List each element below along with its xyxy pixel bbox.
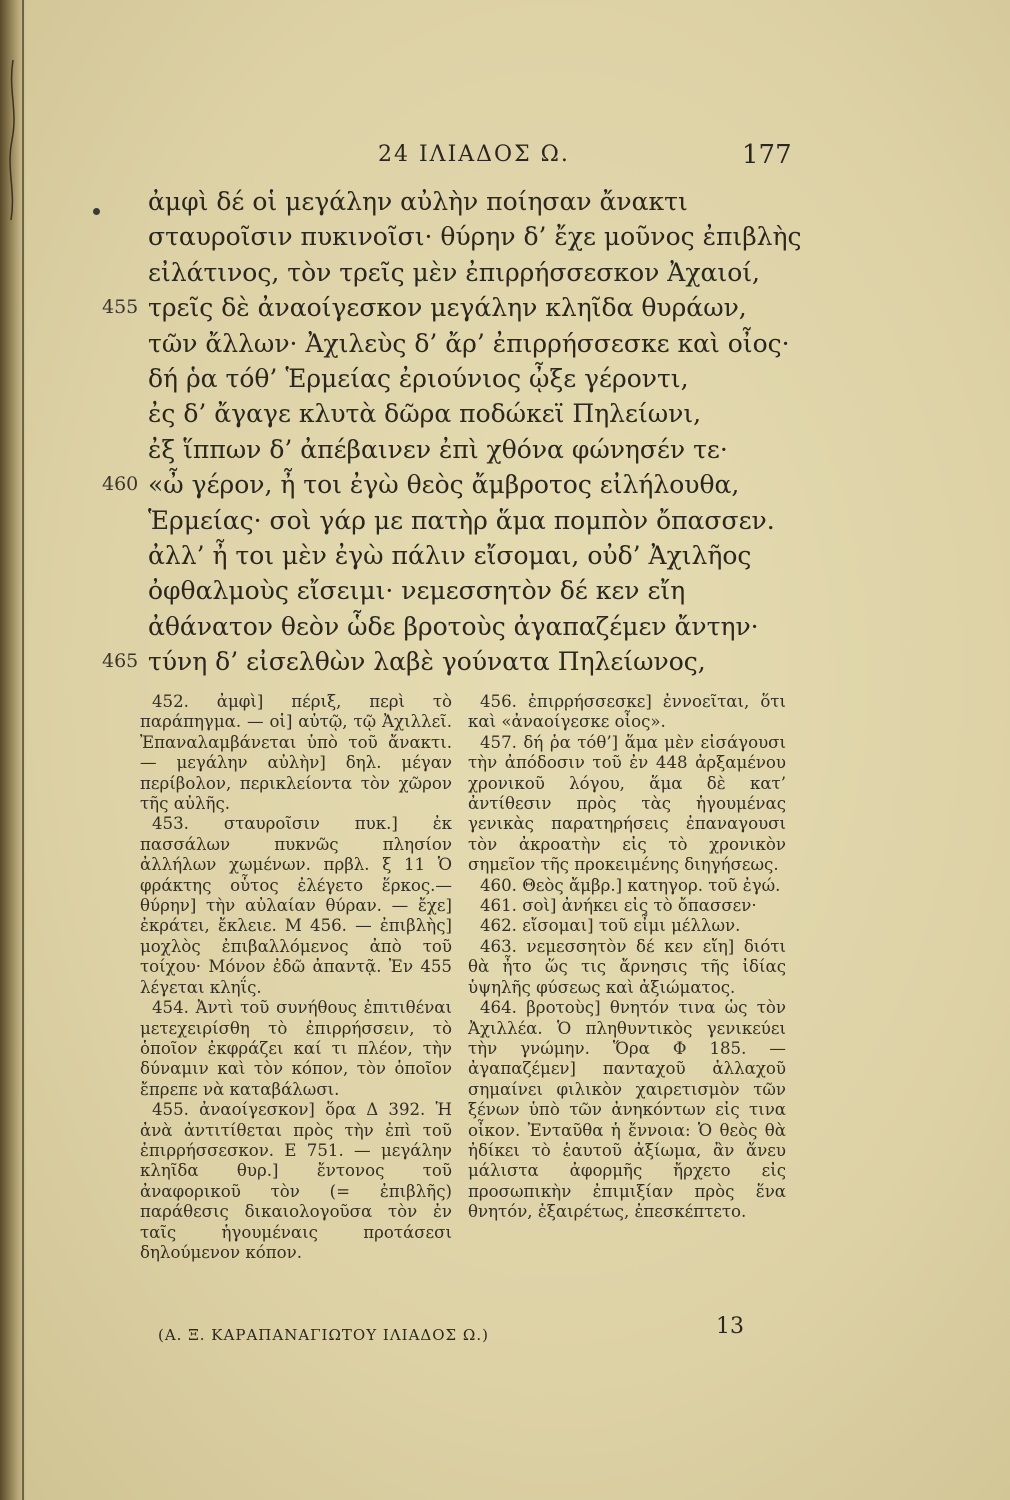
verse-text: ἀμφὶ δέ οἱ μεγάλην αὐλὴν ποίησαν ἄνακτι <box>148 187 688 216</box>
verse-line <box>110 396 830 431</box>
verse-number: 465 <box>102 650 139 673</box>
verse-block <box>102 184 830 679</box>
verse-text: ἀθάνατον θεὸν ὧδε βροτοὺς ἀγαπαζέμεν ἄντην· <box>148 611 759 641</box>
verse-line <box>110 219 830 254</box>
page-number: 177 <box>742 140 792 170</box>
verse-line <box>110 538 830 573</box>
commentary-note: 453. σταυροῖσιν πυκ.] ἐκ πασσάλων πυκνῶς πλησίον ἀλλήλων χωμένων. πρβλ. ξ 11 Ὁ φράκτης οὗτος ἐλέγετο ἕρκος.— θύρην] τὴν αὐλαίαν θύραν. — ἔχε] ἐκράτει, ἔκλειε. Μ 456. — ἐπιβλὴς] μοχλὸς ἐπιβαλλόμενος ἀπὸ τοῦ τοίχου· Μόνον ἐδῶ ἀπαντᾷ. Ἐν 455 λέγεται κληΐς. <box>140 814 452 997</box>
page-edge-line <box>22 0 24 1500</box>
signature-number: 13 <box>716 1314 744 1339</box>
page-header <box>0 140 1010 180</box>
verse-text: τῶν ἄλλων· Ἀχιλεὺς δ’ ἄρ’ ἐπιρρήσσεσκε καὶ οἶος· <box>148 328 790 358</box>
verse-line <box>102 467 830 502</box>
commentary-note: 457. δή ῥα τόθ’] ἅμα μὲν εἰσάγουσι τὴν ἀπόδοσιν τοῦ ἐν 448 ἀρξαμένου χρονικοῦ λόγου, ἅμα δὲ κατ’ ἀντίθεσιν πρὸς τὰς ἡγουμένας γενικὰς παρατηρήσεις ἐπαναγουσι τὸν ἀκροατὴν εἰς τὸ χρονικὸν σημεῖον τῆς προκειμένης διηγήσεως. <box>468 732 786 875</box>
printer-signature: (Α. Ξ. ΚΑΡΑΠΑΝΑΓΙΩΤΟΥ ΙΛΙΑΔΟΣ Ω.) <box>158 1326 489 1344</box>
verse-line <box>110 255 830 290</box>
verse-number: 460 <box>102 473 139 496</box>
verse-text: σταυροῖσιν πυκινοῖσι· θύρην δ’ ἔχε μοῦνος ἐπιβλὴς <box>148 222 802 252</box>
verse-text: ἐς δ’ ἄγαγε κλυτὰ δῶρα ποδώκεϊ Πηλείωνι, <box>148 399 702 429</box>
verse-text: ἐξ ἵππων δ’ ἀπέβαινεν ἐπὶ χθόνα φώνησέν τε· <box>148 434 728 464</box>
commentary-right-column <box>468 692 786 1223</box>
commentary-left-column <box>140 692 452 1263</box>
margin-dot <box>93 208 100 215</box>
verse-line <box>110 184 830 219</box>
commentary-note: 464. βροτοὺς] θνητόν τινα ὡς τὸν Ἀχιλλέα. Ὁ πληθυντικὸς γενικεύει τὴν γνώμην. Ὅρα Φ 185. — ἀγαπαζέμεν] πανταχοῦ ἀλλαχοῦ σημαίνει φιλικὸν χαιρετισμὸν τῶν ξένων ὑπὸ τῶν ἀνηκόντων εἰς τινα οἶκον. Ἐνταῦθα ἡ ἔννοια: Ὁ θεὸς θὰ ἠδίκει τὸ ἑαυτοῦ ἀξίωμα, ἂν ἄνευ μάλιστα ἀφορμῆς ἤρχετο εἰς προσωπικὴν ἐπιμιξίαν πρὸς ἕνα θνητόν, ἐξαιρέτως, ἐπεσκέπτετο. <box>468 998 786 1222</box>
commentary-note: 455. ἀναοίγεσκον] ὅρα Δ 392. Ἡ ἀνὰ ἀντιτίθεται πρὸς τὴν ἐπὶ τοῦ ἐπιρρήσσεσκον. Ε 751. — μεγάλην κληῖδα θυρ.] ἔντονος τοῦ ἀναφορικοῦ τὸν (= ἐπιβλῆς) παράθεσις δικαιολογοῦσα τὸν ἐν ταῖς ἡγουμέναις προτάσεσι δηλούμενον κόπον. <box>140 1100 452 1262</box>
verse-text: ἀλλ’ ἦ τοι μὲν ἐγὼ πάλιν εἴσομαι, οὐδ’ Ἀχιλῆος <box>148 540 752 570</box>
verse-line <box>110 361 830 396</box>
verse-line <box>102 290 830 325</box>
verse-line <box>110 573 830 608</box>
verse-text: Ἑρμείας· σοὶ γάρ με πατὴρ ἅμα πομπὸν ὄπασσεν. <box>148 505 775 535</box>
verse-number: 455 <box>102 296 139 319</box>
verse-line <box>102 644 830 679</box>
verse-text: δή ῥα τόθ’ Ἑρμείας ἐριούνιος ᾦξε γέροντι, <box>148 363 689 393</box>
verse-line <box>110 432 830 467</box>
running-head: 24 ΙΛΙΑΔΟΣ Ω. <box>378 142 570 167</box>
commentary-note: 454. Ἀντὶ τοῦ συνήθους ἐπιτιθέναι μετεχειρίσθη τὸ ἐπιρρήσσειν, τὸ ὁποῖον ἐκφράζει καί τι πλέον, τὴν δύναμιν καὶ τὸν κόπον, τὸν ὁποῖον ἔπρεπε νὰ καταβάλωσι. <box>140 998 452 1099</box>
commentary-note: 456. ἐπιρρήσσεσκε] ἐννοεῖται, ὅτι καὶ «ἀναοίγεσκε οἶος». <box>468 692 786 732</box>
verse-text: ὀφθαλμοὺς εἴσειμι· νεμεσσητὸν δέ κεν εἴη <box>148 576 686 606</box>
commentary-note: 463. νεμεσσητὸν δέ κεν εἴη] διότι θὰ ἦτο ὥς τις ἄρνησις τῆς ἰδίας ὑψηλῆς φύσεως καὶ ἀξιώματος. <box>468 936 786 997</box>
verse-line <box>110 609 830 644</box>
commentary-note: 460. Θεὸς ἄμβρ.] κατηγορ. τοῦ ἐγώ. <box>480 875 781 895</box>
verse-line <box>110 326 830 361</box>
verse-text: τρεῖς δὲ ἀναοίγεσκον μεγάλην κληῖδα θυράων, <box>148 293 747 323</box>
verse-text: τύνη δ’ εἰσελθὼν λαβὲ γούνατα Πηλείωνος, <box>148 647 706 677</box>
commentary-note: 452. ἀμφὶ] πέριξ, περὶ τὸ παράπηγμα. — οἱ] αὐτῷ, τῷ Ἀχιλλεῖ. Ἐπαναλαμβάνεται ὑπὸ τοῦ ἄνακτι. — μεγάλην αὐλὴν] δηλ. μέγαν περίβολον, περικλείοντα τὸν χῶρον τῆς αὐλῆς. <box>140 692 452 814</box>
verse-text: «ὦ γέρον, ἦ τοι ἐγὼ θεὸς ἄμβροτος εἰλήλουθα, <box>148 470 740 500</box>
verse-text: εἰλάτινος, τὸν τρεῖς μὲν ἐπιρρήσσεσκον Ἀχαιοί, <box>148 257 760 287</box>
commentary-note: 462. εἴσομαι] τοῦ εἶμι μέλλων. <box>480 916 741 936</box>
verse-line <box>110 503 830 538</box>
commentary-note: 461. σοὶ] ἀνήκει εἰς τὸ ὄπασσεν· <box>480 896 757 916</box>
